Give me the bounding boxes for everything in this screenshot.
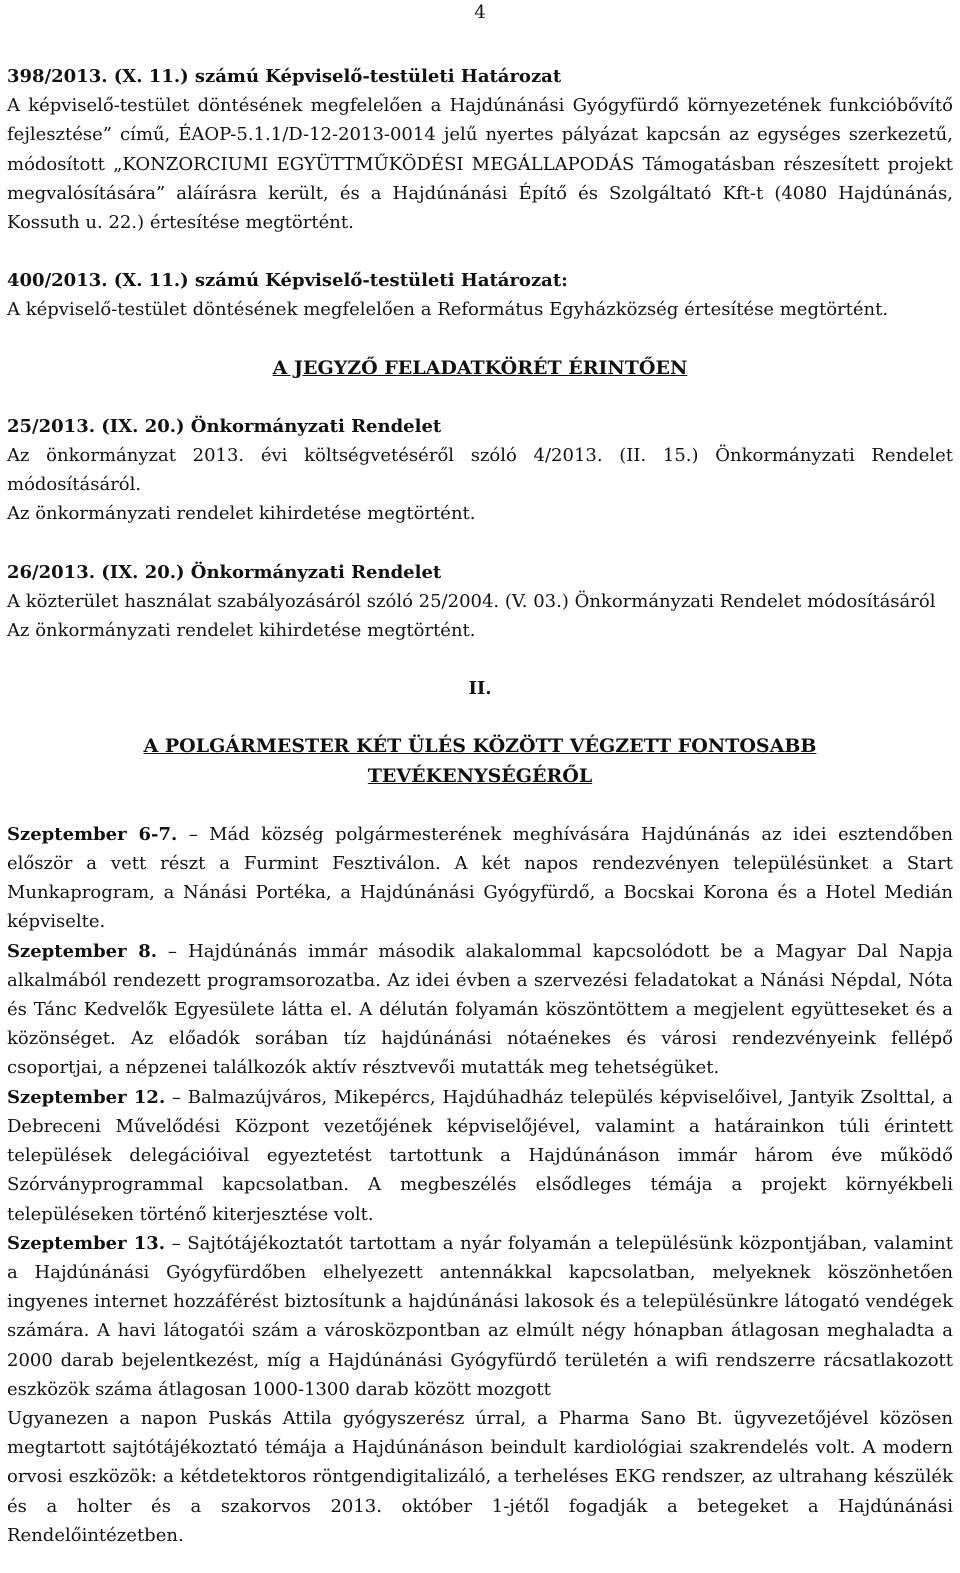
entry-text: – Hajdúnánás immár második alakalommal kapcsolódott be a Magyar Dal Napja alkalmából rendezett programsorozatba. Az idei évben a szervezési feladatokat a Nánási Népdal, Nóta és Tánc Kedvelők Egyesülete látta el. A délután folyamán köszöntöttem a megjelent együtteseket és a közönséget. Az előadók sorában tíz hajdúnánási nótaénekes és városi rendezvényeink fellépő csoportjai, a népzenei találkozók aktív résztvevői mutatták meg tehetségüket. [7,940,953,1079]
resolution-400-title: 400/2013. (X. 11.) számú Képviselő-testületi Határozat: [7,270,568,292]
entry-sep-12 [7,1083,953,1229]
decree-26-title: 26/2013. (IX. 20.) Önkormányzati Rendelet [7,561,442,583]
entry-date: Szeptember 8. [7,940,157,962]
spacer [7,529,953,558]
spacer [7,383,953,412]
entry-sep-8 [7,937,953,1083]
entry-date: Szeptember 12. [7,1086,166,1108]
entry-sep-6-7 [7,820,953,937]
resolution-400-body: A képviselő-testület döntésének megfelelően a Református Egyházközség értesítése megtörtént. [7,299,889,321]
decree-26-note: Az önkormányzati rendelet kihirdetése megtörtént. [7,620,476,642]
entry-sep-13-continued: Ugyanezen a napon Puskás Attila gyógyszerész úrral, a Pharma Sano Bt. ügyvezetőjével közösen megtartott sajtótájékoztató témája a Hajdúnánáson beindult kardiológiai szakrendelés volt. A modern orvosi eszközök: a kétdetektoros röntgendigitalizáló, a terheléses EKG rendszer, az ultrahang készülék és a holter és a szakorvos 2013. október 1-jétől fogadják a betegeket a Hajdúnánási Rendelőintézetben. [7,1407,953,1546]
page-number: 4 [474,2,486,23]
entry-sep-13 [7,1229,953,1404]
resolution-398-title: 398/2013. (X. 11.) számú Képviselő-testületi Határozat [7,66,562,87]
mayor-heading-line1: A POLGÁRMESTER KÉT ÜLÉS KÖZÖTT VÉGZETT FONTOSABB [143,735,817,758]
section-roman-numeral: II. [468,678,492,700]
spacer [7,645,953,674]
decree-25-note: Az önkormányzati rendelet kihirdetése megtörtént. [7,503,476,525]
spacer [7,791,953,820]
decree-26-body: A közterület használat szabályozásáról szóló 25/2004. (V. 03.) Önkormányzati Rendelet módosításáról [7,590,936,612]
decree-25-body: Az önkormányzat 2013. évi költségvetéséről szóló 4/2013. (II. 15.) Önkormányzati Rendelet módosításáról. [7,445,953,496]
spacer [7,325,953,354]
entry-text: – Sajtótájékoztatót tartottam a nyár folyamán a településünk központjában, valamint a Hajdúnánási Gyógyfürdőben elhelyezett antennákkal kapcsolatban, melyeknek köszönhetően ingyenes internet hozzáférést biztosítunk a hajdúnánási lakosok és a településünkre látogató vendégek számára. A havi látogatói szám a városközpontban az elmúlt négy hónapban átlagosan meghaladta a 2000 darab bejelentkezést, míg a Hajdúnánási Gyógyfürdő területén a wifi rendszerre rácsatlakozott eszközök száma átlagosan 1000-1300 darab között mozgott [7,1232,953,1400]
decree-25-title: 25/2013. (IX. 20.) Önkormányzati Rendelet [7,415,442,437]
entry-text: – Balmazújváros, Mikepércs, Hajdúhadház település képviselőivel, Jantyik Zsolttal, a Debreceni Művelődési Központ vezetőjének képviselőjével, valamint a határainkon túli érintett települések delegációival egyeztetést tartottunk a Hajdúnánáson immár három éve működő Szórványprogrammal kapcsolatban. A megbeszélés elsődleges témája a projekt környékbeli településeken történő kiterjesztése volt. [7,1086,953,1225]
spacer [7,703,953,732]
entry-date: Szeptember 13. [7,1232,166,1254]
resolution-398-body: A képviselő-testület döntésének megfelelően a Hajdúnánási Gyógyfürdő környezetének funkcióbővítő fejlesztése” című, ÉAOP-5.1.1/D-12-2013-0014 jelű nyertes pályázat kapcsán az egységes szerkezetű, módosított „KONZORCIUMI EGYÜTTMŰKÖDÉSI MEGÁLLAPODÁS Támogatásban részesített projekt megvalósítására” aláírásra került, és a Hajdúnánási Építő és Szolgáltató Kft-t (4080 Hajdúnánás, Kossuth u. 22.) értesítése megtörtént. [7,95,953,234]
mayor-heading-line2: TEVÉKENYSÉGÉRŐL [367,764,593,787]
document-body [7,62,953,1550]
spacer [7,237,953,266]
entry-date: Szeptember 6-7. [7,823,178,845]
entry-text: – Mád község polgármesterének meghívására Hajdúnánás az idei esztendőben először a vett részt a Furmint Fesztiválon. A két napos rendezvényen településünket a Start Munkaprogram, a Nánási Portéka, a Hajdúnánási Gyógyfürdő, a Bocskai Korona és a Hotel Medián képviselte. [7,823,953,933]
jegyzo-heading: A JEGYZŐ FELADATKÖRÉT ÉRINTŐEN [272,356,688,379]
